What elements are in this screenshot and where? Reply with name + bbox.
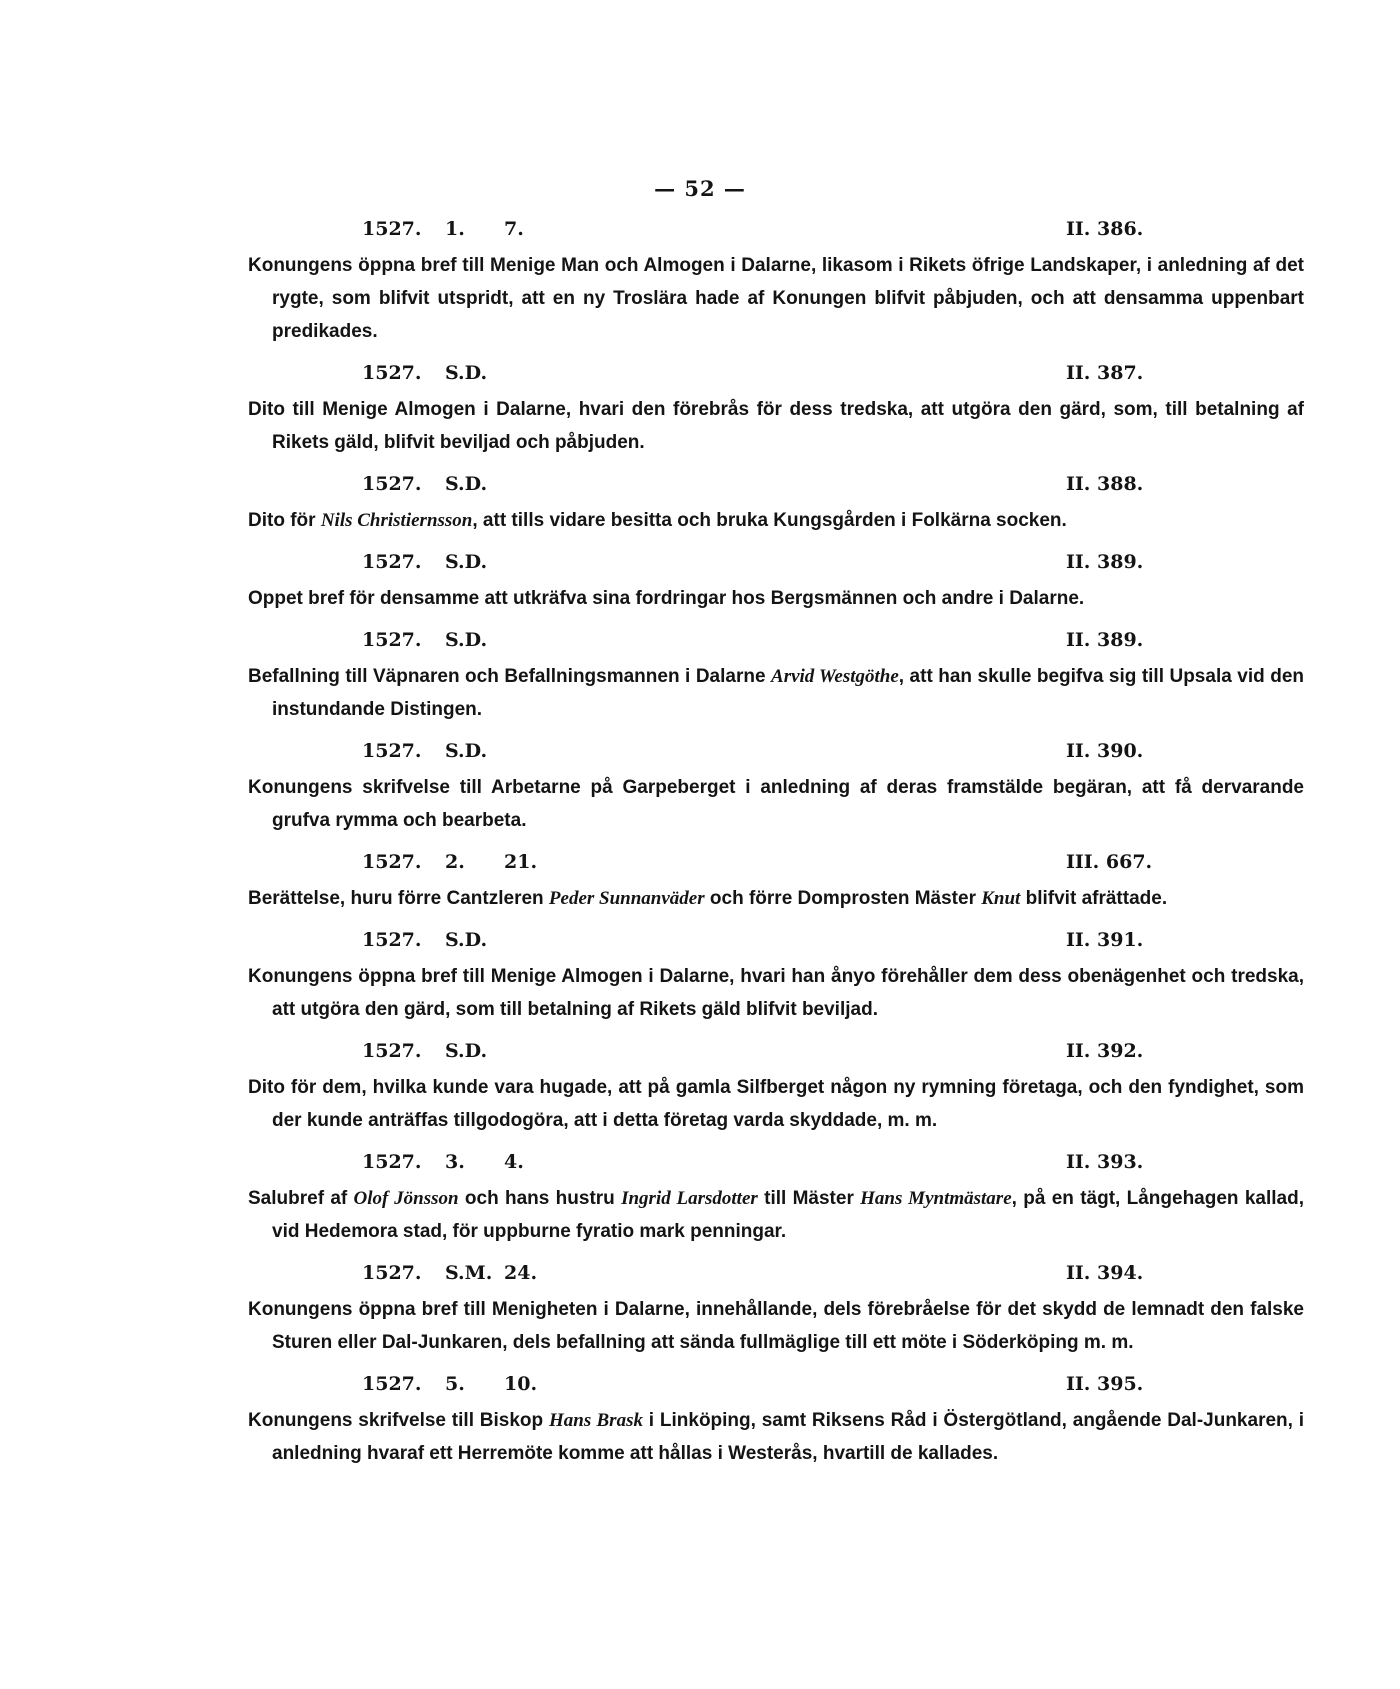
entry-date-part: S.D. bbox=[445, 740, 488, 762]
entry-description bbox=[248, 249, 1304, 348]
entry-date-part: 24. bbox=[504, 1262, 538, 1284]
entry-text: , att tills vidare besitta och bruka Kungsgården i Folkärna socken. bbox=[472, 510, 1067, 531]
entry-date-part: S.D. bbox=[445, 1040, 488, 1062]
entry-date-part: 1. bbox=[445, 218, 465, 240]
entry-date-header bbox=[0, 929, 1400, 960]
entry-date-part: S.D. bbox=[445, 629, 488, 651]
entry-year: 1527. bbox=[362, 740, 422, 762]
entry-text: Salubref af bbox=[248, 1188, 354, 1209]
person-name: Peder Sunnanväder bbox=[548, 888, 705, 909]
entry-date-part: 2. bbox=[445, 851, 465, 873]
entry-text: och förre Domprosten Mäster bbox=[704, 888, 982, 909]
register-entry bbox=[0, 362, 1400, 459]
entry-date-header bbox=[0, 1373, 1400, 1404]
person-name: Arvid Westgöthe bbox=[771, 666, 899, 687]
register-entry bbox=[0, 1040, 1400, 1137]
entry-reference: II. 388. bbox=[1066, 473, 1144, 495]
entry-year: 1527. bbox=[362, 473, 422, 495]
person-name: Nils Christiernsson bbox=[320, 510, 473, 531]
page-number: — 52 — bbox=[654, 176, 746, 201]
entry-text: Dito till Menige Almogen i Dalarne, hvari den förebrås för dess tredska, att utgöra den gärd, som, till betalning af Rikets gäld, blifvit beviljad och påbjuden. bbox=[248, 399, 1304, 453]
person-name: Ingrid Larsdotter bbox=[621, 1188, 758, 1209]
entry-reference: II. 386. bbox=[1066, 218, 1144, 240]
entry-text: Berättelse, huru förre Cantzleren bbox=[248, 888, 549, 909]
entry-reference: II. 392. bbox=[1066, 1040, 1144, 1062]
entry-reference: II. 391. bbox=[1066, 929, 1144, 951]
person-name: Olof Jönsson bbox=[353, 1188, 459, 1209]
entry-date-part: 7. bbox=[504, 218, 524, 240]
entry-text: Befallning till Väpnaren och Befallningsmannen i Dalarne bbox=[248, 666, 772, 687]
entry-description bbox=[248, 582, 1304, 615]
register-entry bbox=[0, 1262, 1400, 1359]
register-entry bbox=[0, 929, 1400, 1026]
entry-date-part: 3. bbox=[445, 1151, 465, 1173]
entry-text: Konungens öppna bref till Menigheten i Dalarne, innehållande, dels förebråelse för det skydd de lemnadt den falske Sturen eller Dal-Junkaren, dels befallning att sända fullmäglige till ett möte i Söderköping m. m. bbox=[248, 1299, 1304, 1353]
entry-date-part: S.M. bbox=[445, 1262, 493, 1284]
entry-reference: III. 667. bbox=[1066, 851, 1153, 873]
register-entry bbox=[0, 551, 1400, 615]
entry-date-part: S.D. bbox=[445, 929, 488, 951]
entry-date-header bbox=[0, 362, 1400, 393]
entry-date-header bbox=[0, 218, 1400, 249]
entry-description bbox=[248, 960, 1304, 1026]
entry-date-part: S.D. bbox=[445, 473, 488, 495]
entry-date-header bbox=[0, 1040, 1400, 1071]
entry-date-header bbox=[0, 1262, 1400, 1293]
entry-date-header bbox=[0, 551, 1400, 582]
entry-text: till Mäster bbox=[757, 1188, 861, 1209]
entry-text: blifvit afrättade. bbox=[1020, 888, 1168, 909]
entry-date-part: 10. bbox=[504, 1373, 538, 1395]
register-entry bbox=[0, 629, 1400, 726]
register-entry bbox=[0, 740, 1400, 837]
entry-description bbox=[248, 771, 1304, 837]
entry-reference: II. 393. bbox=[1066, 1151, 1144, 1173]
register-entry bbox=[0, 218, 1400, 348]
entry-text: , på en tägt, Långehagen kallad, vid Hedemora stad, för uppburne fyratio mark penningar. bbox=[272, 1188, 1304, 1242]
entry-date-header bbox=[0, 1151, 1400, 1182]
register-entry bbox=[0, 1151, 1400, 1248]
entry-text: Konungens öppna bref till Menige Almogen i Dalarne, hvari han ånyo förehåller dem dess obenägenhet och tredska, att utgöra den gärd, som till betalning af Rikets gäld blifvit beviljad. bbox=[248, 966, 1304, 1020]
person-name: Hans Myntmästare bbox=[860, 1188, 1012, 1209]
register-entry bbox=[0, 473, 1400, 537]
entry-description bbox=[248, 1293, 1304, 1359]
entry-text: Konungens skrifvelse till Arbetarne på Garpeberget i anledning af deras framstälde begäran, att få dervarande grufva rymma och bearbeta. bbox=[248, 777, 1304, 831]
entry-date-part: 4. bbox=[504, 1151, 524, 1173]
entry-date-part: S.D. bbox=[445, 362, 488, 384]
entry-reference: II. 390. bbox=[1066, 740, 1144, 762]
entry-date-part: S.D. bbox=[445, 551, 488, 573]
entry-year: 1527. bbox=[362, 1151, 422, 1173]
register-entries bbox=[0, 218, 1400, 1484]
entry-text: i Linköping, samt Riksens Råd i Östergötland, angående Dal-Junkaren, i anledning hvaraf ett Herremöte komme att hållas i Westerås, hvartill de kallades. bbox=[272, 1410, 1305, 1464]
entry-year: 1527. bbox=[362, 1373, 422, 1395]
entry-reference: II. 389. bbox=[1066, 629, 1144, 651]
entry-reference: II. 394. bbox=[1066, 1262, 1144, 1284]
entry-year: 1527. bbox=[362, 1040, 422, 1062]
person-name: Hans Brask bbox=[548, 1410, 643, 1431]
entry-year: 1527. bbox=[362, 551, 422, 573]
entry-text: Konungens skrifvelse till Biskop bbox=[248, 1410, 549, 1431]
entry-year: 1527. bbox=[362, 851, 422, 873]
entry-year: 1527. bbox=[362, 929, 422, 951]
register-entry bbox=[0, 851, 1400, 915]
entry-description bbox=[248, 504, 1304, 537]
entry-description bbox=[248, 393, 1304, 459]
entry-date-header bbox=[0, 473, 1400, 504]
entry-year: 1527. bbox=[362, 1262, 422, 1284]
entry-text: Dito för dem, hvilka kunde vara hugade, att på gamla Silfberget någon ny rymning företaga, och den fyndighet, som der kunde anträffas tillgodogöra, att i detta företag varda skyddade, m. m. bbox=[248, 1077, 1304, 1131]
entry-reference: II. 395. bbox=[1066, 1373, 1144, 1395]
entry-date-header bbox=[0, 851, 1400, 882]
entry-description bbox=[248, 882, 1304, 915]
register-entry bbox=[0, 1373, 1400, 1470]
entry-description bbox=[248, 660, 1304, 726]
entry-text: , att han skulle begifva sig till Upsala vid den instundande Distingen. bbox=[272, 666, 1304, 720]
entry-year: 1527. bbox=[362, 218, 422, 240]
entry-year: 1527. bbox=[362, 629, 422, 651]
entry-date-part: 5. bbox=[445, 1373, 465, 1395]
entry-description bbox=[248, 1404, 1304, 1470]
person-name: Knut bbox=[981, 888, 1021, 909]
entry-date-header bbox=[0, 740, 1400, 771]
entry-reference: II. 389. bbox=[1066, 551, 1144, 573]
entry-text: och hans hustru bbox=[458, 1188, 622, 1209]
entry-description bbox=[248, 1182, 1304, 1248]
entry-text: Konungens öppna bref till Menige Man och Almogen i Dalarne, likasom i Rikets öfrige Landskaper, i anledning af det rygte, som blifvit utspridt, att en ny Troslära hade af Konungen blifvit påbjuden, och att densamma uppenbart predikades. bbox=[248, 255, 1304, 342]
entry-date-header bbox=[0, 629, 1400, 660]
entry-text: Oppet bref för densamme att utkräfva sina fordringar hos Bergsmännen och andre i Dalarne. bbox=[248, 588, 1085, 609]
entry-year: 1527. bbox=[362, 362, 422, 384]
entry-reference: II. 387. bbox=[1066, 362, 1144, 384]
entry-date-part: 21. bbox=[504, 851, 538, 873]
entry-description bbox=[248, 1071, 1304, 1137]
entry-text: Dito för bbox=[248, 510, 321, 531]
